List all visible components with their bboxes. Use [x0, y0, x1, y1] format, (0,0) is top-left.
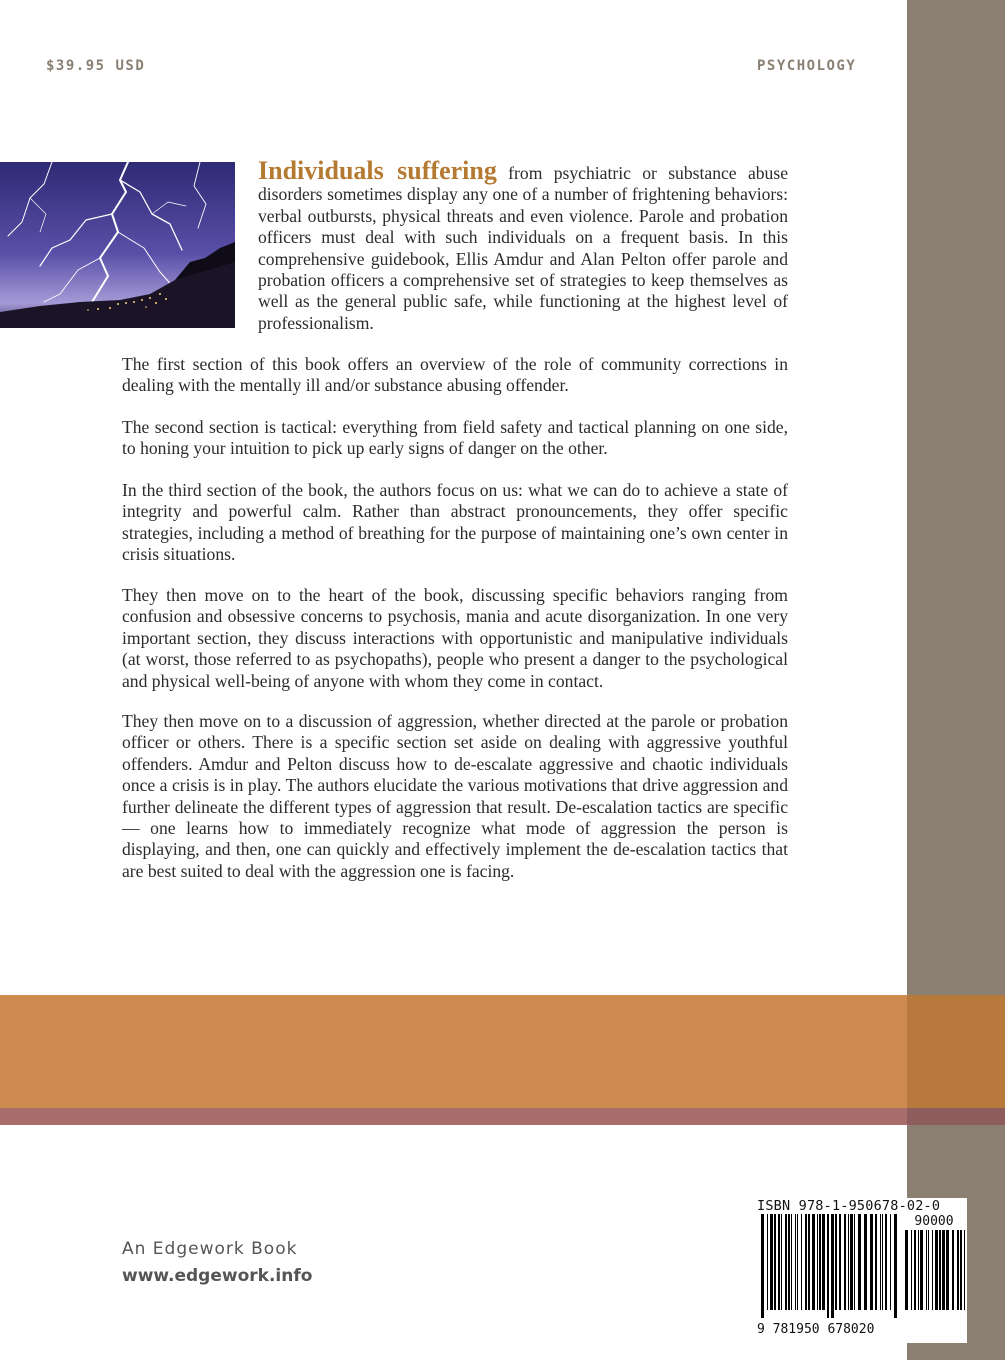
barcode-bar [928, 1230, 929, 1310]
barcode-bar [957, 1230, 959, 1310]
barcode-bar [805, 1214, 807, 1310]
barcode-bar [911, 1230, 912, 1310]
barcode-bar [770, 1214, 773, 1310]
barcode-bar [858, 1214, 861, 1310]
paragraph-5: They then move on to a discussion of aggression, whether directed at the parole or probation officer or others. There is a specific section set aside on dealing with aggressive youthful offenders. Amdur and Pelton discuss how to de-escalate aggressive and chaotic individuals once a crisis is in play. The authors elucidate the various motivations that drive aggression and further delineate the different types of aggression that result. De-escalation tactics are specific — one learns how to immediately recognize what mode of aggression the person is displaying, and then, one can quickly and effectively implement the de-escalation tactics that are best suited to deal with the aggression one is facing. [122, 711, 788, 881]
barcode-bar [767, 1214, 768, 1310]
barcode-bar [850, 1214, 853, 1310]
barcode-block [757, 1198, 967, 1343]
barcode-bar [844, 1214, 846, 1310]
barcode-bar [848, 1214, 849, 1310]
barcode-bar [905, 1230, 908, 1310]
barcode-bar [781, 1214, 782, 1310]
isbn-label: ISBN 978-1-950678-02-0 [757, 1198, 941, 1214]
barcode-bar [831, 1214, 834, 1318]
barcode-bar [774, 1214, 776, 1310]
barcode-bar [761, 1214, 764, 1318]
orange-band [0, 995, 907, 1108]
barcode-bar [791, 1214, 792, 1310]
barcode-bar [885, 1214, 887, 1310]
barcode-bar [939, 1230, 941, 1310]
paragraph-1: The first section of this book offers an overview of the role of community corrections in dealing with the mentally ill and/or substance abusing offender. [122, 354, 788, 396]
spine-mauve-band [907, 1108, 1005, 1125]
barcode-bar [932, 1230, 933, 1310]
barcode-bar [808, 1214, 810, 1310]
barcode-bar [819, 1214, 821, 1310]
barcode-bar [890, 1214, 891, 1310]
spine-strip [907, 0, 1005, 1360]
barcode-bar [960, 1230, 962, 1310]
lightning-photo [0, 162, 235, 328]
barcode-bar [880, 1214, 881, 1310]
barcode-bar [785, 1214, 787, 1310]
lead-paragraph [258, 156, 788, 334]
category-label: PSYCHOLOGY [757, 58, 857, 74]
barcode-bar [839, 1214, 841, 1310]
website-link[interactable]: www.edgework.info [122, 1266, 313, 1286]
barcode-bar [946, 1230, 949, 1310]
barcode-bar [817, 1214, 818, 1310]
paragraph-4: They then move on to the heart of the book, discussing specific behaviors ranging from confusion and obsessive concerns to psychosis, mania and acute disorganization. In one very important section, they discuss interactions with opportunistic and manipulative individuals (at worst, those referred to as psychopaths), people who present a danger to the psychological and physical well-being of anyone with whom they come in contact. [122, 585, 788, 691]
barcode-bar [918, 1230, 919, 1310]
addon-bars [905, 1230, 965, 1310]
barcode-bar [914, 1230, 916, 1310]
barcode-bar [875, 1214, 877, 1310]
barcode-bar [778, 1214, 780, 1310]
barcode-bar [935, 1230, 938, 1310]
barcode-bar [942, 1230, 945, 1310]
barcode-bar [964, 1230, 965, 1310]
barcode-bar [827, 1214, 829, 1318]
barcode-bar [926, 1230, 927, 1310]
lead-text: from psychiatric or substance abuse disorders sometimes display any one of a number of frightening behaviors: verbal outbursts, physical threats and even violence. Parole and probation officers must deal with such individuals on a frequent basis. In this comprehensive guidebook, Ellis Amdur and Alan Pelton offer parole and probation officers a comprehensive set of strategies to keep themselves as well as the general public safe, while functioning at the highest level of professionalism. [258, 163, 788, 333]
barcode-bar [864, 1214, 867, 1310]
lead-title: Individuals suffering [258, 156, 497, 185]
barcode-bar [788, 1214, 790, 1310]
barcode-bar [795, 1214, 796, 1310]
barcode-bar [812, 1214, 815, 1310]
barcode-bars [761, 1214, 897, 1318]
barcode-image [757, 1214, 967, 1322]
barcode-bar [870, 1214, 873, 1310]
barcode-bar [854, 1214, 855, 1310]
barcode-bar [882, 1214, 883, 1310]
barcode-bar [952, 1230, 954, 1310]
paragraph-2: The second section is tactical: everything from field safety and tactical planning on one side, to honing your intuition to pick up early signs of danger on the other. [122, 417, 788, 459]
barcode-bar [822, 1214, 825, 1310]
addon-digits: 90000 [914, 1214, 954, 1229]
barcode-bar [835, 1214, 837, 1310]
publisher-label: An Edgework Book [122, 1239, 298, 1259]
paragraph-3: In the third section of the book, the authors focus on us: what we can do to achieve a state of integrity and powerful calm. Rather than abstract pronouncements, they offer specific strategies, including a method of breathing for the purpose of maintaining one’s own center in crisis situations. [122, 480, 788, 565]
price-label: $39.95 USD [46, 58, 146, 74]
spine-orange-band [907, 995, 1005, 1108]
barcode-bar [801, 1214, 802, 1310]
mauve-band [0, 1108, 907, 1125]
barcode-digits: 9 781950 678020 [757, 1322, 875, 1337]
barcode-bar [797, 1214, 798, 1310]
barcode-bar [920, 1230, 923, 1310]
barcode-bar [894, 1214, 897, 1318]
